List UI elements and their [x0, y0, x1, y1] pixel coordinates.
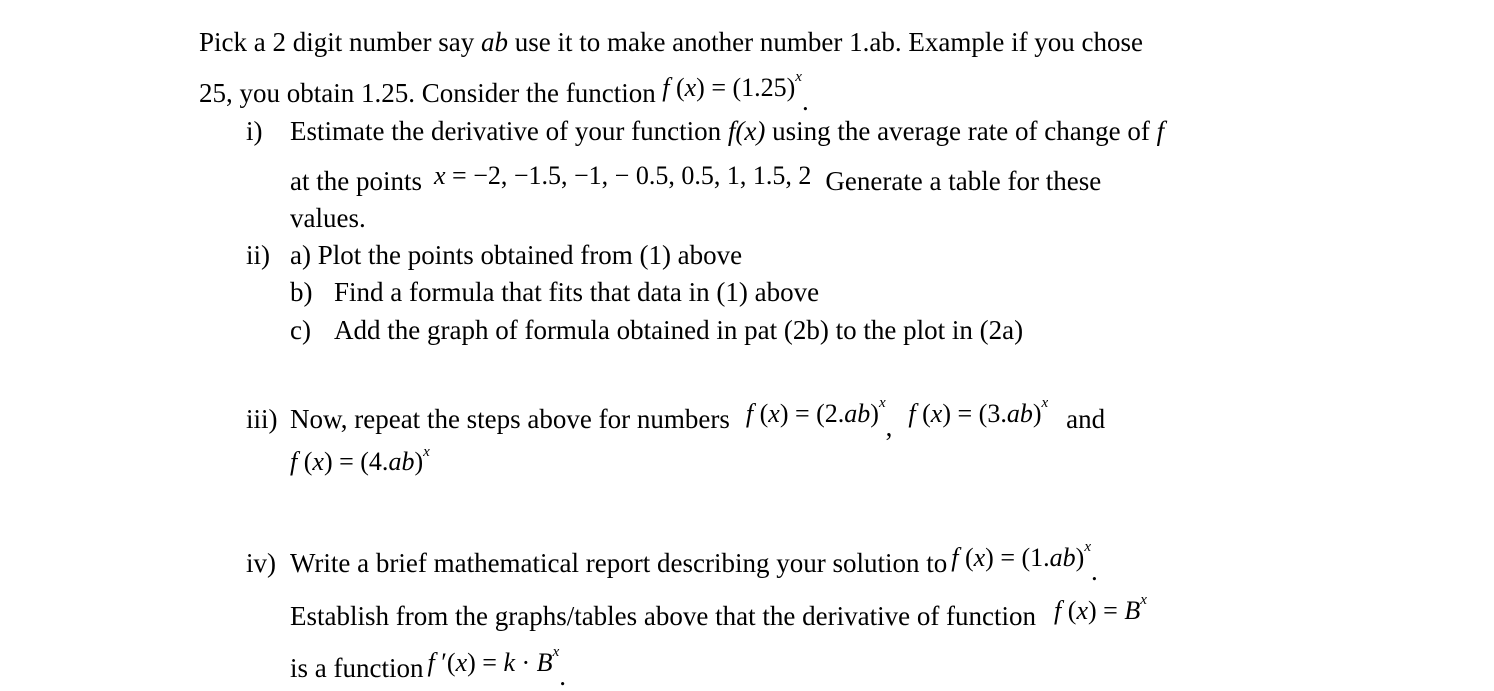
- item-i-points-formula: x = −2, −1.5, −1, − 0.5, 0.5, 1, 1.5, 2: [433, 161, 812, 190]
- item-iv-formula-3: f $'(x) = k \cdot B^x$: [427, 644, 560, 677]
- item-ii-label: ii): [246, 240, 270, 270]
- item-i-line-2: [290, 161, 1102, 196]
- item-iv-text-3: is a function: [290, 653, 424, 683]
- item-iii-formula-c: f $(x) = (4.ab)^x$: [290, 444, 430, 476]
- item-ii-a: [290, 242, 742, 269]
- intro-formula: f $(x) = (1.25)^x$: [662, 69, 802, 102]
- item-iv-line-1: [246, 539, 1098, 586]
- item-iv-label: iv): [246, 548, 276, 578]
- item-i-at-points: at the points: [290, 166, 422, 196]
- item-iii-line-1: [246, 395, 1106, 442]
- item-ii-c-text: Add the graph of formula obtained in pat (2b) to the plot in (2a): [334, 315, 1024, 345]
- item-ii-c-label: c): [290, 315, 311, 345]
- item-ii-b-text: Find a formula that fits that data in (1) above: [334, 277, 820, 307]
- item-iii-formula-a: f $(x) = (2.ab)^x$: [745, 395, 886, 428]
- item-ii-line-c: [290, 315, 1024, 345]
- intro-line-1-post: use it to make another number 1.ab. Example if you chose: [507, 27, 1144, 57]
- intro-line-1: [199, 29, 1143, 56]
- item-i-label: i): [246, 116, 263, 146]
- item-iv-formula-1: f $(x) = (1.ab)^x$: [951, 539, 1091, 572]
- item-ii-line-a: [246, 240, 743, 270]
- item-ii-b-label: b): [290, 277, 313, 307]
- item-iii-formula-b: f $(x) = (3.ab)^x$: [908, 395, 1049, 428]
- item-ii-a-text: Plot the points obtained from (1) above: [317, 240, 743, 270]
- item-iv-line-3: is a function f $'(x) = k \cdot B^x$.: [290, 644, 566, 691]
- item-iii-text: Now, repeat the steps above for numbers f $(x) = (2.ab)^x$, f $(x) = (3.ab)^xand$: [290, 395, 1106, 442]
- item-iv-text-1: Write a brief mathematical report describing your solution to f $(x) = (1.ab)^x$.: [290, 539, 1098, 586]
- item-iii-and: and: [1066, 404, 1106, 434]
- item-iv-text-2: Establish from the graphs/tables above that the derivative of function: [290, 601, 1037, 631]
- intro-line-1-pre: Pick a 2 digit number say: [199, 27, 481, 57]
- item-i-line-3: values.: [290, 203, 366, 233]
- intro-variable-ab: ab: [480, 27, 508, 57]
- item-ii-a-label: a): [290, 240, 311, 270]
- item-i-text-1: Estimate the derivative of your function f(x) using the average rate of change of f: [290, 116, 1165, 146]
- item-i-line-1: [246, 116, 1165, 146]
- intro-line-2: 25, you obtain 1.25. Consider the function f $(x) = (1.25)^x$.: [199, 69, 809, 116]
- item-iv-line-2: [290, 592, 1147, 631]
- item-i-generate: Generate a table for these: [825, 166, 1102, 196]
- intro-line-2-text: 25, you obtain 1.25. Consider the function: [199, 78, 656, 108]
- item-ii-line-b: [290, 277, 820, 307]
- item-iv-formula-2: f $(x) = B^x$: [1054, 592, 1147, 625]
- item-iii-label: iii): [246, 404, 278, 434]
